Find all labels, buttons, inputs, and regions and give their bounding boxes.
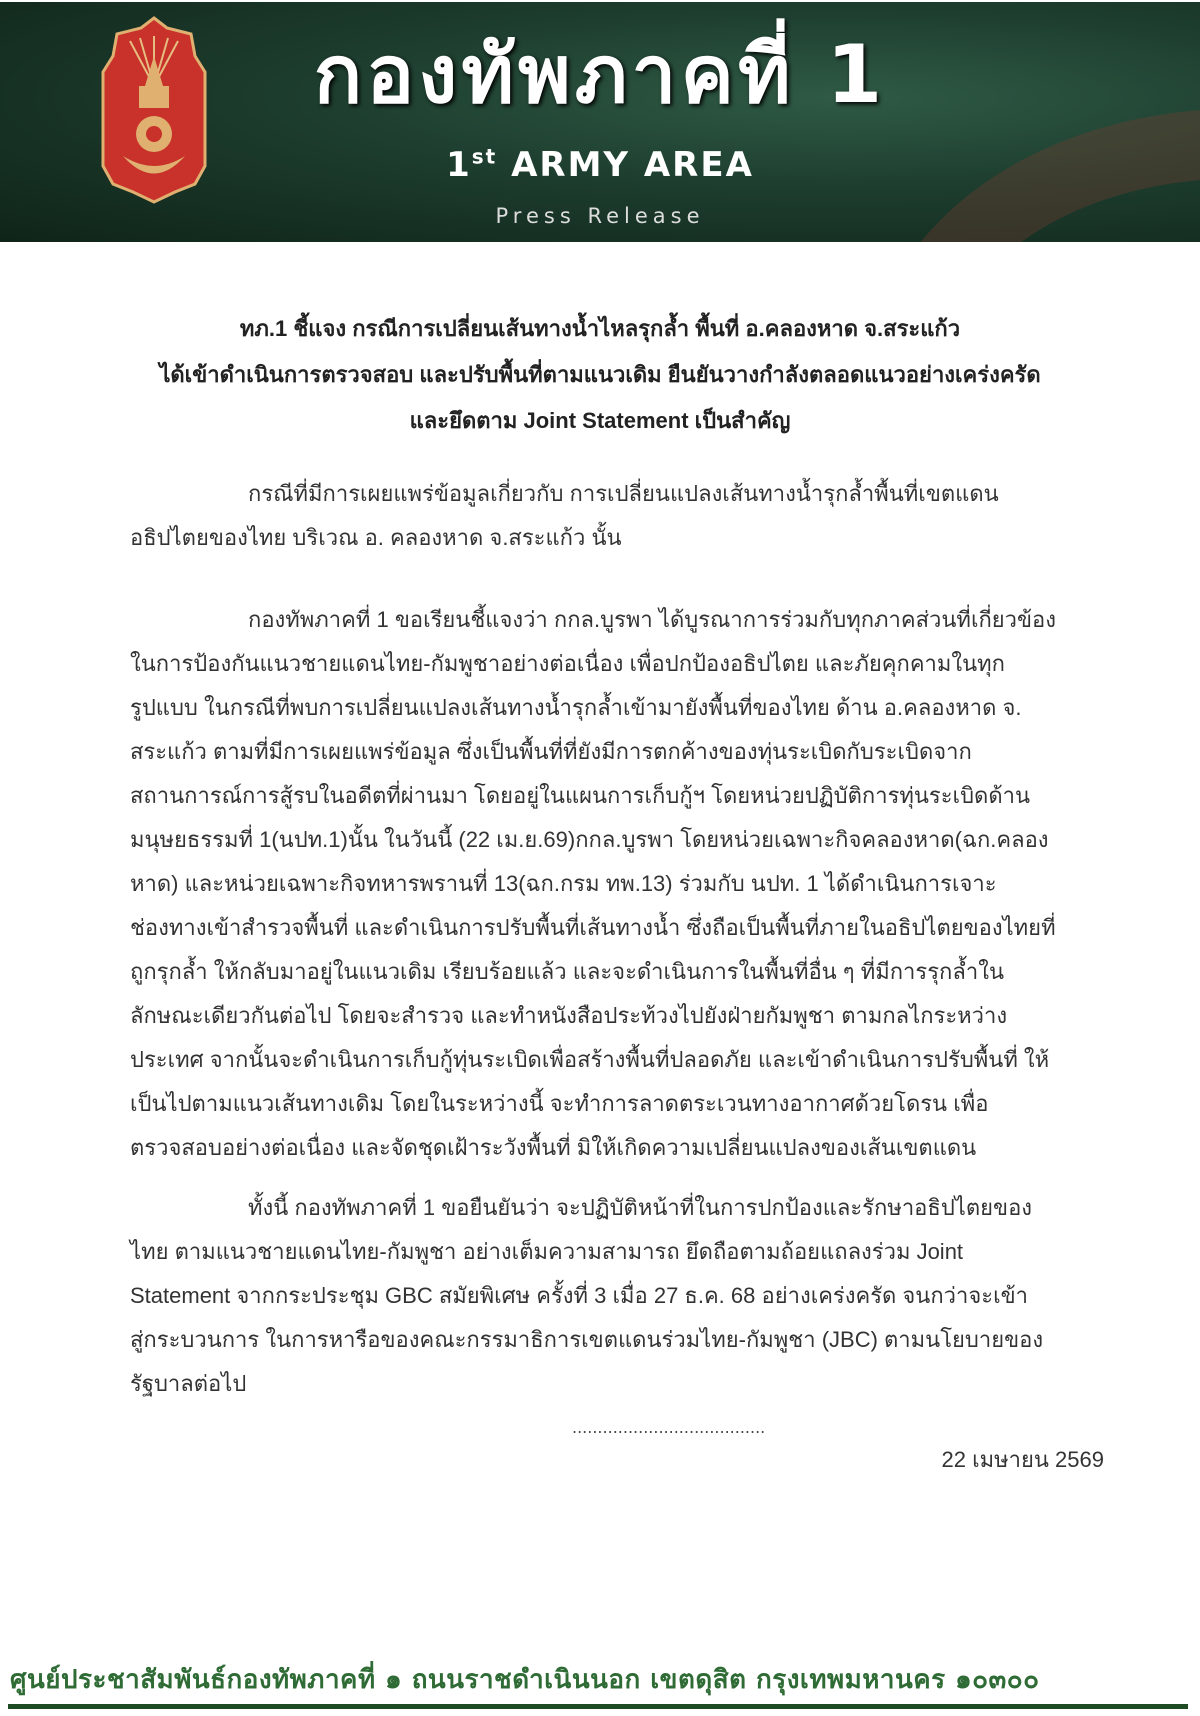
banner-title-thai: กองทัพภาคที่ 1 [313,28,887,121]
text-line: หาด) และหน่วยเฉพาะกิจทหารพรานที่ 13(ฉก.กรม ทพ.13) ร่วมกับ นปท. 1 ได้ดำเนินการเจาะ [130,871,997,896]
text-line: ตรวจสอบอย่างต่อเนื่อง และจัดชุดเฝ้าระวังพื้นที่ มิให้เกิดความเปลี่ยนแปลงของเส้นเขตแดน [130,1135,977,1160]
title-english-text: ARMY AREA [511,145,754,185]
paragraph-intro [130,472,1110,560]
text-line: ประเทศ จากนั้นจะดำเนินการเก็บกู้ทุ่นระเบิดเพื่อสร้างพื้นที่ปลอดภัย และเข้าดำเนินการปรับพื้นที่ ให้ [130,1047,1050,1072]
text-line: สู่กระบวนการ ในการหารือของคณะกรรมาธิการเขตแดนร่วมไทย-กัมพูชา (JBC) ตามนโยบายของ [130,1327,1044,1352]
text-line: เป็นไปตามแนวเส้นทางเดิม โดยในระหว่างนี้ จะทำการลาดตระเวนทางอากาศด้วยโดรน เพื่อ [130,1091,989,1116]
headline [100,306,1100,444]
text-line: รูปแบบ ในกรณีที่พบการเปลี่ยนแปลงเส้นทางน้ำรุกล้ำเข้ามายังพื้นที่ของไทย ด้าน อ.คลองหาด จ. [130,695,1022,720]
text-line: สถานการณ์การสู้รบในอดีตที่ผ่านมา โดยอยู่ในแผนการเก็บกู้ฯ โดยหน่วยปฏิบัติการทุ่นระเบิดด้าน [130,783,1031,808]
title-ordinal: st [471,144,498,169]
text-line: ไทย ตามแนวชายแดนไทย-กัมพูชา อย่างเต็มความสามารถ ยึดถือตามถ้อยแถลงร่วม Joint [130,1239,964,1264]
headline-line: ทภ.1 ชี้แจง กรณีการเปลี่ยนเส้นทางน้ำไหลรุกล้ำ พื้นที่ อ.คลองหาด จ.สระแก้ว [239,316,961,341]
footer-divider [8,1704,1188,1709]
text-line: กรณีที่มีการเผยแพร่ข้อมูลเกี่ยวกับ การเปลี่ยนแปลงเส้นทางน้ำรุกล้ำพื้นที่เขตแดน [248,481,999,506]
banner-title-english [0,142,1200,188]
text-line: มนุษยธรรมที่ 1(นปท.1)นั้น ในวันนี้ (22 เม.ย.69)กกล.บูรพา โดยหน่วยเฉพาะกิจคลองหาด(ฉก.คลอง [130,827,1049,852]
text-line: Statement จากกระประชุม GBC สมัยพิเศษ ครั้งที่ 3 เมื่อ 27 ธ.ค. 68 อย่างเคร่งครัด จนกว่าจะเข้า [130,1283,1028,1308]
banner-subtitle: Press Release [495,204,705,228]
text-line: ลักษณะเดียวกันต่อไป โดยจะสำรวจ และทำหนังสือประท้วงไปยังฝ่ายกัมพูชา ตามกลไกระหว่าง [130,1003,1008,1028]
text-line: กองทัพภาคที่ 1 ขอเรียนชี้แจงว่า กกล.บูรพา ได้บูรณาการร่วมกับทุกภาคส่วนที่เกี่ยวข้อง [248,607,1057,632]
text-line: ในการป้องกันแนวชายแดนไทย-กัมพูชาอย่างต่อเนื่อง เพื่อปกป้องอธิปไตย และภัยคุกคามในทุก [130,651,1006,676]
headline-line: ได้เข้าดำเนินการตรวจสอบ และปรับพื้นที่ตามแนวเดิม ยืนยันวางกำลังตลอดแนวอย่างเคร่งครัด [159,362,1041,387]
paragraph-conclusion [130,1186,1110,1406]
text-line: อธิปไตยของไทย บริเวณ อ. คลองหาด จ.สระแก้ว นั้น [130,525,622,550]
press-release-banner [0,2,1200,242]
headline-line: และยึดตาม Joint Statement เป็นสำคัญ [409,408,791,433]
release-date: 22 เมษายน 2569 [941,1447,1104,1472]
paragraph-explanation [130,598,1110,1170]
footer-address: ศูนย์ประชาสัมพันธ์กองทัพภาคที่ ๑ ถนนราชดำเนินนอก เขตดุสิต กรุงเทพมหานคร ๑๐๓๐๐ [10,1665,1040,1695]
text-line: รัฐบาลต่อไป [130,1371,247,1396]
text-line: สระแก้ว ตามที่มีการเผยแพร่ข้อมูล ซึ่งเป็นพื้นที่ที่ยังมีการตกค้างของทุ่นระเบิดกับระเบิดจาก [130,739,972,764]
press-release-body [100,306,1104,1478]
title-number: 1 [446,145,472,185]
text-line: ทั้งนี้ กองทัพภาคที่ 1 ขอยืนยันว่า จะปฏิบัติหน้าที่ในการปกป้องและรักษาอธิปไตยของ [248,1195,1033,1220]
text-line: ช่องทางเข้าสำรวจพื้นที่ และดำเนินการปรับพื้นที่เส้นทางน้ำ ซึ่งถือเป็นพื้นที่ภายในอธิปไตยของไทยที่ [130,915,1056,940]
separator-dots: ...................................... [572,1418,766,1437]
text-line: ถูกรุกล้ำ ให้กลับมาอยู่ในแนวเดิม เรียบร้อยแล้ว และจะดำเนินการในพื้นที่อื่น ๆ ที่มีการรุกล้ำใน [130,959,1004,984]
